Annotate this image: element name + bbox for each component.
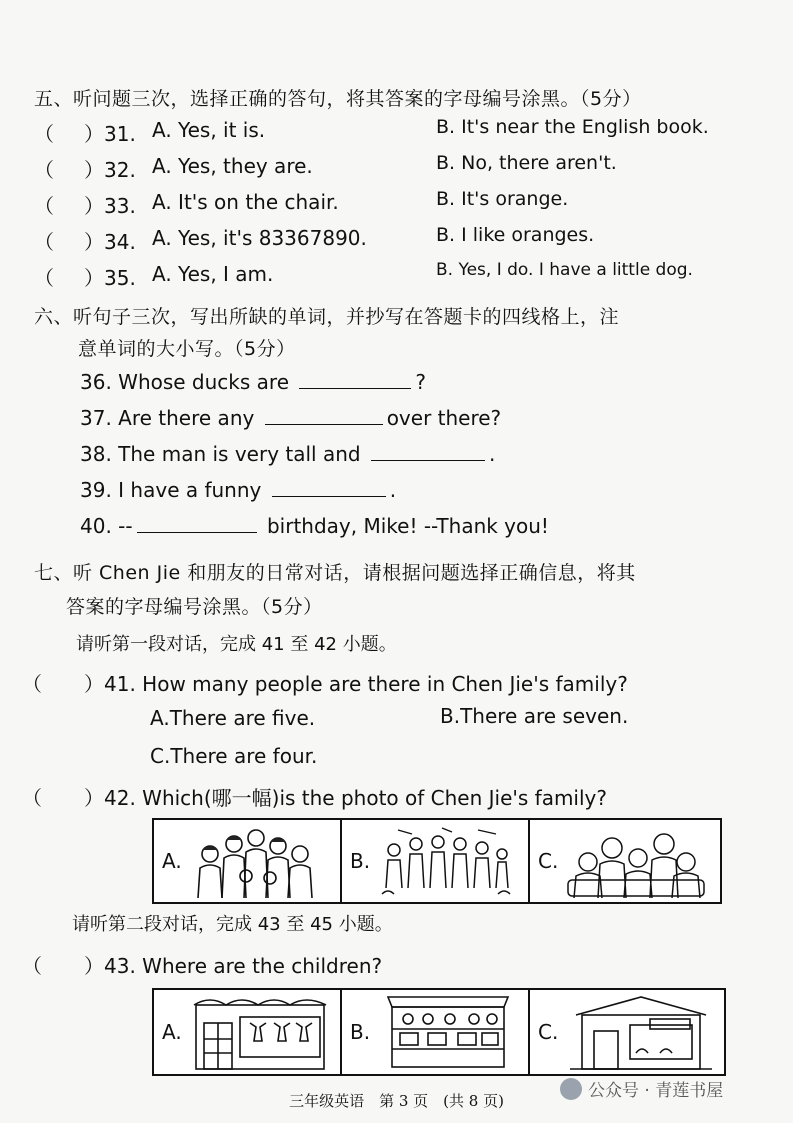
option-label: C. [538,1020,559,1044]
option-label: B. [350,1020,371,1044]
question-41: ）41. How many people are there in Chen Jie's family? [84,672,628,696]
q43-option-b[interactable] [342,990,530,1074]
family-photo-a-icon [190,824,320,898]
answer-paren[interactable]: （ [22,672,42,696]
answer-paren[interactable]: （ [34,194,54,218]
answer-paren[interactable]: （ [22,954,42,978]
watermark-text: 公众号 · 青莲书屋 [588,1081,724,1101]
q36-end: ? [415,370,426,394]
q42-option-c[interactable] [530,820,720,902]
q39-end: . [389,478,397,502]
option-label: A. [162,1020,182,1044]
section-7-title-line1: 七、听 Chen Jie 和朋友的日常对话，请根据问题选择正确信息，将其 [34,562,636,584]
q41-option-a: A.There are five. [150,706,316,730]
section-7-title-line2: 答案的字母编号涂黑。（5分） [66,596,323,618]
fill-blank[interactable] [265,406,383,425]
option-label: A. [162,849,182,873]
wechat-icon [560,1078,582,1100]
q43-picture-options [152,988,726,1076]
question-36 [80,370,426,394]
q39-text: 39. I have a funny [80,478,262,502]
fill-blank[interactable] [272,478,386,497]
food-stall-icon [378,993,518,1071]
q37-text: 37. Are there any [80,406,255,430]
option-label: B. [350,849,371,873]
question-number: ）33. [84,194,136,218]
question-40 [80,514,549,538]
q42-option-a[interactable] [154,820,342,902]
part-1-instruction: 请听第一段对话，完成 41 至 42 小题。 [76,634,397,655]
q43-option-c[interactable] [530,990,724,1074]
option-b: B. It's orange. [436,188,569,210]
answer-paren[interactable]: （ [34,230,54,254]
q37-end: over there? [386,406,502,430]
section-5-title: 五、听问题三次，选择正确的答句，将其答案的字母编号涂黑。（5分） [34,88,642,110]
pet-shop-icon [566,993,716,1071]
question-38 [80,442,495,466]
fill-blank[interactable] [299,370,411,389]
option-a: A. Yes, it is. [152,118,266,142]
question-number: ）35. [84,266,136,290]
q36-text: 36. Whose ducks are [80,370,290,394]
option-label: C. [538,849,559,873]
option-b: B. Yes, I do. I have a little dog. [436,260,693,280]
q42-picture-options [152,818,722,904]
option-b: B. It's near the English book. [436,116,709,138]
q43-option-a[interactable] [154,990,342,1074]
question-number: ）34. [84,230,136,254]
section-6-title-line1: 六、听句子三次，写出所缺的单词，并抄写在答题卡的四线格上，注 [34,306,620,328]
fill-blank[interactable] [137,514,257,533]
option-a: A. Yes, they are. [152,154,313,178]
answer-paren[interactable]: （ [34,122,54,146]
question-number: ）32. [84,158,136,182]
q40-text: 40. -- [80,514,133,538]
question-42: ）42. Which(哪一幅)is the photo of Chen Jie's family? [84,786,607,810]
q42-option-b[interactable] [342,820,530,902]
q41-option-b: B.There are seven. [440,704,629,728]
question-37 [80,406,501,430]
page-footer: 三年级英语 第 3 页 (共 8 页) [289,1092,504,1110]
option-a: A. It's on the chair. [152,190,339,214]
option-b: B. I like oranges. [436,224,595,246]
answer-paren[interactable]: （ [34,266,54,290]
part-2-instruction: 请听第二段对话，完成 43 至 45 小题。 [72,914,393,935]
watermark [560,1076,723,1101]
q38-end: . [488,442,496,466]
answer-paren[interactable]: （ [34,158,54,182]
option-b: B. No, there aren't. [436,152,617,174]
q40-end: birthday, Mike! --Thank you! [266,514,549,538]
clothes-shop-icon [190,993,330,1071]
question-39 [80,478,396,502]
family-photo-c-icon [566,824,706,898]
option-a: A. Yes, it's 83367890. [152,226,367,250]
fill-blank[interactable] [371,442,485,461]
answer-paren[interactable]: （ [22,786,42,810]
q41-option-c: C.There are four. [150,744,318,768]
question-number: ）31. [84,122,136,146]
q38-text: 38. The man is very tall and [80,442,361,466]
section-6-title-line2: 意单词的大小写。（5分） [78,338,296,360]
family-photo-b-icon [378,824,518,898]
question-43: ）43. Where are the children? [84,954,383,978]
option-a: A. Yes, I am. [152,262,274,286]
